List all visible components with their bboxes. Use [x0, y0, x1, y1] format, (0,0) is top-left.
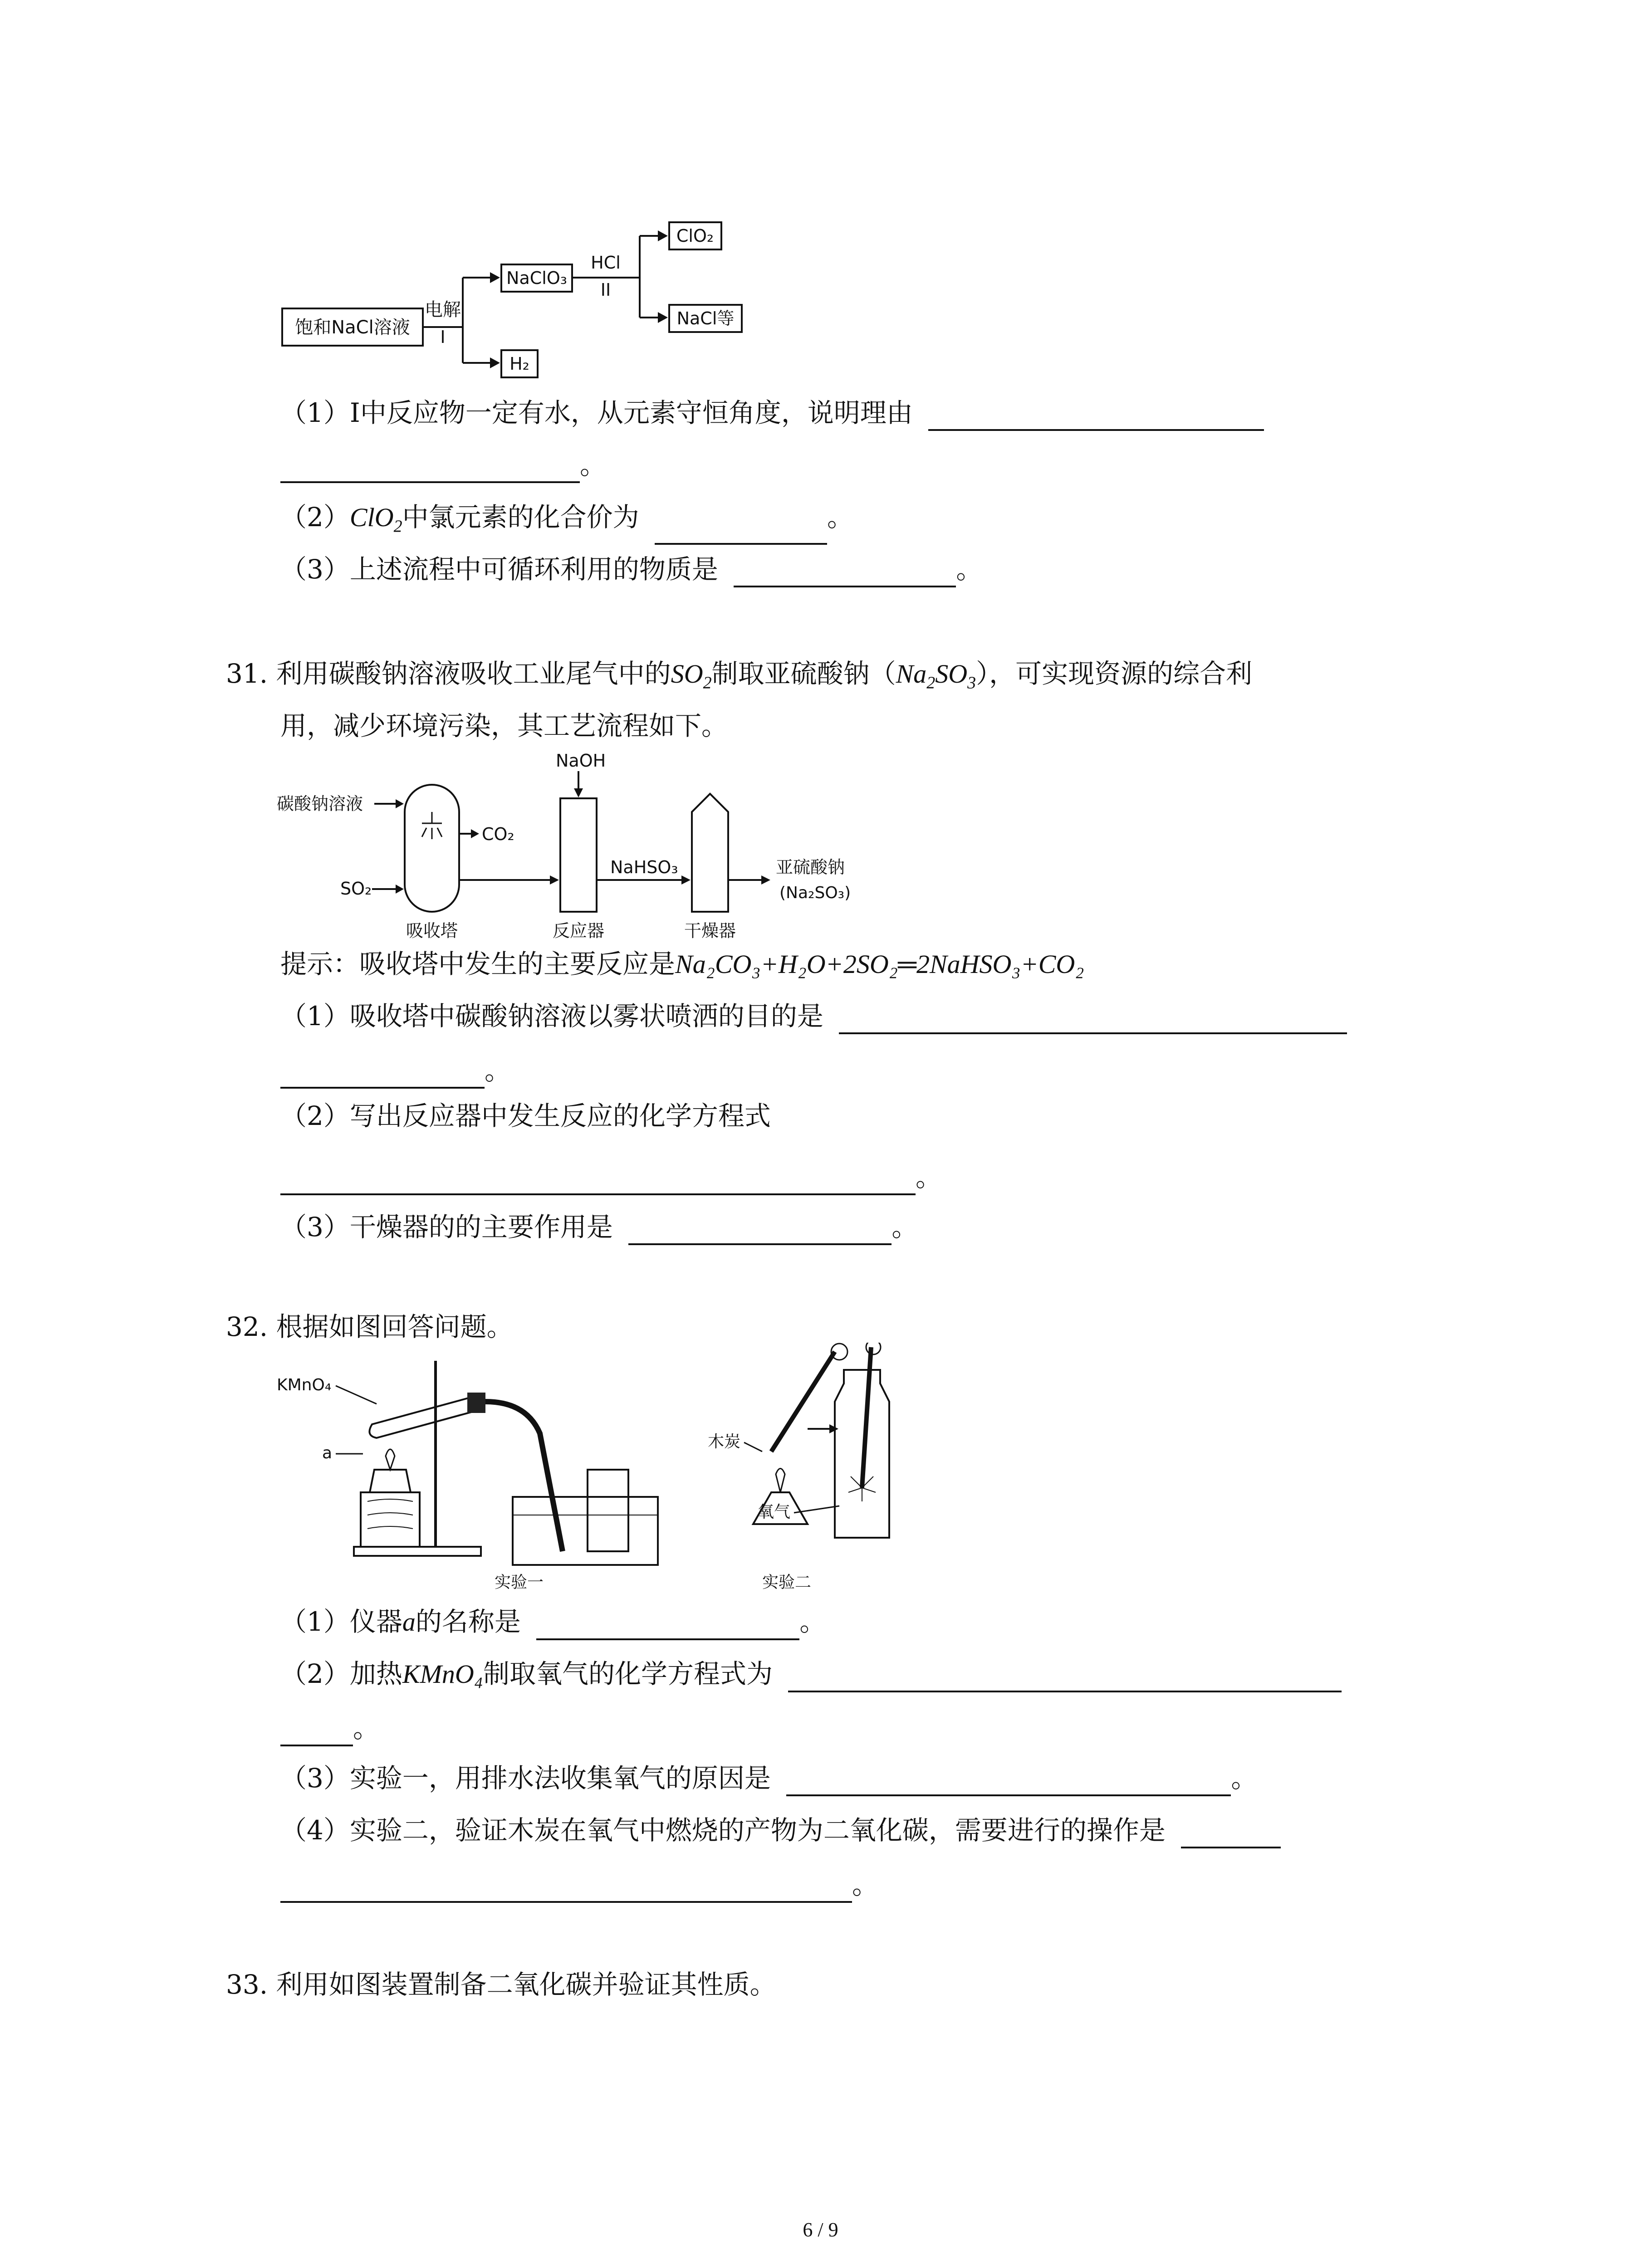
test-tube [369, 1397, 476, 1438]
wood-block [361, 1492, 420, 1547]
q32-part1: （1）仪器a的名称是 。 [280, 1603, 826, 1640]
fig2-input-bottom: SO₂ [340, 879, 372, 899]
tongs-2 [862, 1347, 871, 1488]
arrow-icon [761, 875, 770, 885]
q30-part3-text: （3）上述流程中可循环利用的物质是 [280, 554, 718, 585]
q31-part1-continued: 。 [280, 1052, 511, 1089]
q31-part2-continued: 。 [280, 1159, 942, 1195]
arrow-icon [490, 272, 500, 283]
fig2-reactor-label: 反应器 [552, 921, 605, 941]
flow-step2-top: HCl [591, 253, 621, 273]
kmno4-formula: KMnO₄ [402, 1659, 483, 1689]
collection-bottle [588, 1470, 628, 1551]
fig2-product-formula: (Na₂SO₃) [779, 884, 851, 902]
q33-intro: 33. 利用如图装置制备二氧化碳并验证其性质。 [226, 1969, 776, 2000]
page-number: 6 / 9 [803, 2219, 838, 2241]
fig3-kmno4-label: KMnO₄ [277, 1376, 332, 1394]
water-trough [513, 1497, 658, 1565]
q30-part2-answer-blank[interactable] [655, 516, 827, 545]
flame-icon [776, 1469, 785, 1493]
clo2-formula: ClO [349, 503, 394, 532]
flow-step1-bottom: I [440, 327, 446, 347]
q31-hint-equation: Na₂CO₃+H₂O+2SO₂═2NaHSO₃+CO₂ [675, 949, 1084, 979]
q31-hint: 提示：吸收塔中发生的主要反应是Na₂CO₃+H₂O+2SO₂═2NaHSO₃+CO₂ [280, 948, 1084, 979]
fig3-oxygen-label: 氧气 [758, 1503, 791, 1521]
q31-part1-answer-blank[interactable] [839, 1005, 1347, 1034]
flow-nacl-label: NaCl等 [676, 308, 735, 328]
q30-part1-answer-blank[interactable] [928, 402, 1264, 431]
arrow-icon [471, 829, 479, 838]
arrow-icon [574, 788, 583, 797]
fig2-input-top: 碳酸钠溶液 [277, 794, 363, 814]
spray-icon [422, 812, 442, 839]
q32-part4: （4）实验二，验证木炭在氧气中燃烧的产物为二氧化碳，需要进行的操作是 [280, 1812, 1281, 1848]
q32-part1-answer-blank[interactable] [536, 1611, 799, 1640]
q30-part2: （2）ClO$_2$中氯元素的化合价为 。 [280, 499, 853, 545]
hand-icon [866, 1343, 881, 1354]
fig2-nahso3-label: NaHSO₃ [610, 857, 678, 877]
stand-base [354, 1547, 481, 1556]
delivery-tube [485, 1402, 563, 1551]
q31-part2: （2）写出反应器中发生反应的化学方程式 [280, 1100, 771, 1131]
fig2-dryer-label: 干燥器 [684, 921, 736, 941]
q32-part2-answer-blank[interactable] [788, 1663, 1342, 1692]
stopper [467, 1393, 485, 1413]
fig2-co2-label: CO₂ [482, 824, 514, 844]
q32-intro: 32. 根据如图回答问题。 [226, 1311, 513, 1342]
flame-icon [386, 1449, 395, 1470]
q32-part2: （2）加热KMnO₄制取氧气的化学方程式为 [280, 1656, 1342, 1692]
q30-part3: （3）上述流程中可循环利用的物质是 。 [280, 551, 982, 587]
absorption-tower-shape [405, 785, 459, 912]
tongs-1 [771, 1352, 835, 1452]
q31-intro-line1: 31. 利用碳酸钠溶液吸收工业尾气中的$SO_2$制取亚硫酸钠$(Na_2SO_3)$，可实现资源的综合利 [226, 658, 1253, 693]
arrow-icon [658, 230, 668, 241]
q31-part1-answer-blank-2[interactable] [280, 1060, 485, 1089]
q30-part1-continued [280, 447, 606, 483]
fig2-product-label: 亚硫酸钠 [776, 857, 845, 877]
flow-source-label: 饱和NaCl溶液 [295, 317, 410, 338]
fig3-exp1-label: 实验一 [495, 1573, 544, 1592]
arrow-icon [396, 799, 404, 808]
fig2-naoh-label: NaOH [556, 751, 606, 771]
oxygen-experiments-figure [272, 1343, 930, 1597]
q30-part3-answer-blank[interactable] [734, 558, 956, 587]
q31-part3-answer-blank[interactable] [628, 1216, 892, 1245]
q32-part2-continued: 。 [280, 1710, 379, 1746]
q32-part4-answer-blank-2[interactable] [280, 1874, 852, 1903]
fig3-label-a: a [322, 1444, 333, 1462]
arrow-icon [490, 357, 500, 368]
arrow-icon [396, 885, 404, 894]
q30-part1 [280, 395, 1264, 431]
q31-part1: （1）吸收塔中碳酸钠溶液以雾状喷洒的目的是 [280, 998, 1347, 1034]
nacl-flow-diagram [272, 218, 749, 390]
q31-part2-answer-blank[interactable] [280, 1166, 916, 1195]
q30-part1-answer-blank-2[interactable] [280, 454, 580, 483]
q32-part2-answer-blank-2[interactable] [280, 1717, 353, 1746]
q32-part4-continued: 。 [280, 1867, 878, 1903]
fig3-exp2-label: 实验二 [762, 1573, 812, 1592]
q32-part3-answer-blank[interactable] [786, 1767, 1231, 1796]
arrow-icon [658, 312, 668, 323]
q32-part4-answer-blank[interactable] [1181, 1819, 1281, 1848]
flow-step2-bottom: II [600, 280, 611, 300]
flow-naclo3-label: NaClO₃ [506, 268, 567, 288]
q31-part3: （3）干燥器的的主要作用是 。 [280, 1209, 918, 1245]
arrow-icon [550, 875, 559, 885]
alcohol-lamp-a [370, 1470, 411, 1492]
fig2-tower-label: 吸收塔 [406, 921, 458, 941]
fig3-charcoal-label: 木炭 [708, 1432, 741, 1451]
dryer-shape [692, 794, 728, 912]
arrow-icon [681, 875, 691, 885]
flow-h2-label: H₂ [509, 354, 529, 374]
flow-clo2-label: ClO₂ [676, 226, 714, 246]
q31-intro-line2: 用，减少环境污染，其工艺流程如下。 [280, 710, 728, 741]
q30-part1-end: 。 [580, 450, 607, 480]
q32-part3: （3）实验一，用排水法收集氧气的原因是 。 [280, 1760, 1257, 1796]
sulfite-process-diagram [272, 744, 935, 948]
reactor-shape [560, 798, 597, 912]
q30-part1-text: （1）Ⅰ中反应物一定有水，从元素守恒角度，说明理由 [280, 397, 913, 428]
flow-step1-top: 电解 [425, 299, 461, 320]
